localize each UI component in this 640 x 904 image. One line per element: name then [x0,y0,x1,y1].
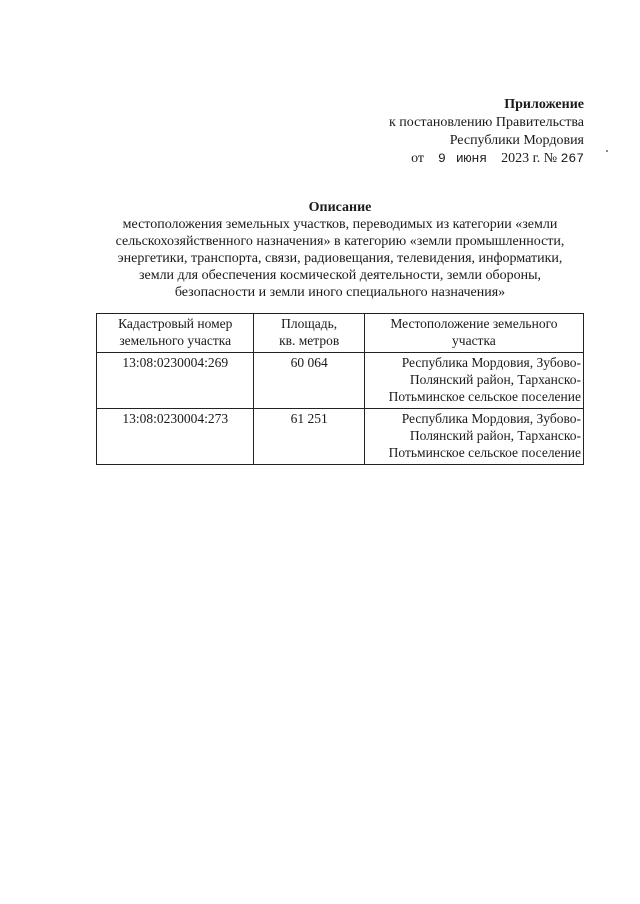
appendix-block [389,96,584,168]
header-location-line-1: Местоположение земельного [390,316,558,331]
heading-line-2: сельскохозяйственного назначения» в категорию «земли промышленности, [115,234,565,249]
parcels-table [96,313,584,465]
header-location [364,314,583,353]
location-line-3: Потьминское сельское поселение [388,389,581,404]
header-cadastral-number [97,314,254,353]
date-year: 2023 г. № [501,151,558,166]
location-line-1: Республика Мордовия, Зубово- [401,411,581,426]
cell-area: 60 064 [254,353,364,409]
cell-location [364,409,583,465]
heading-line-5: безопасности и земли иного специального назначения» [174,285,506,300]
header-area-line-1: Площадь, [281,316,338,331]
date-month: июня [455,151,488,166]
header-cadastral-line-2: земельного участка [119,333,232,348]
scan-speck [606,150,608,152]
header-cadastral-line-1: Кадастровый номер [118,316,233,331]
heading-title: Описание [308,200,372,215]
description-heading [90,199,590,301]
location-line-3: Потьминское сельское поселение [388,445,581,460]
header-area [254,314,364,353]
table-row [97,409,584,465]
location-line-2: Полянский район, Тарханско- [409,428,581,443]
appendix-line-1: к постановлению Правительства [388,115,584,130]
location-line-2: Полянский район, Тарханско- [409,372,581,387]
appendix-title: Приложение [504,97,584,112]
header-area-line-2: кв. метров [279,333,340,348]
heading-line-3: энергетики, транспорта, связи, радиовещания, телевидения, информатики, [117,251,563,266]
date-prefix: от [411,151,425,166]
appendix-date-line [389,150,584,168]
heading-line-4: земли для обеспечения космической деятельности, земли обороны, [138,268,542,283]
cell-cadastral-number: 13:08:0230004:269 [97,353,254,409]
decree-number: 267 [560,151,584,166]
table-row [97,353,584,409]
location-line-1: Республика Мордовия, Зубово- [401,355,581,370]
header-location-line-2: участка [452,333,496,348]
cell-area: 61 251 [254,409,364,465]
cell-cadastral-number: 13:08:0230004:273 [97,409,254,465]
cell-location [364,353,583,409]
date-day: 9 [438,151,446,166]
appendix-line-2: Республики Мордовия [449,133,584,148]
heading-line-1: местоположения земельных участков, переводимых из категории «земли [122,217,558,232]
table-header-row [97,314,584,353]
